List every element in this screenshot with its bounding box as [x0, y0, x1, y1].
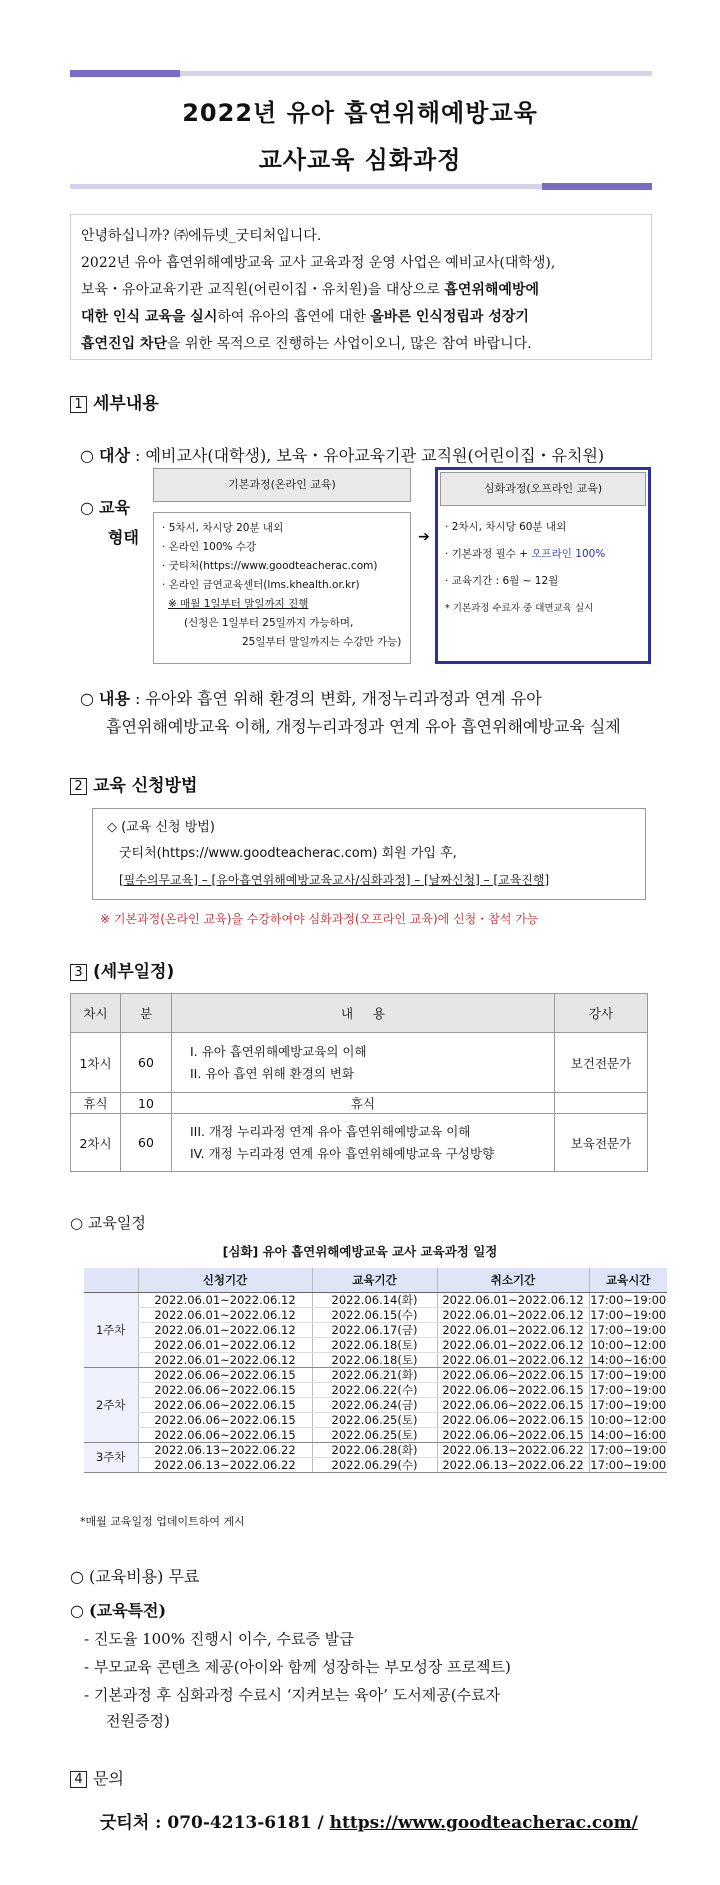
schedule-cell: 2022.06.13~2022.06.22	[138, 1442, 312, 1457]
schedule-cell: 17:00~19:00	[590, 1382, 667, 1397]
schedule-cell: 2022.06.06~2022.06.15	[138, 1427, 312, 1442]
benefit-item: - 부모교육 콘텐츠 제공(아이와 함께 성장하는 부모성장 프로젝트)	[84, 1658, 511, 1676]
cell-content	[172, 1033, 555, 1093]
title-rule-bottom	[70, 184, 542, 189]
schedule-cell: 2022.06.06~2022.06.15	[437, 1367, 589, 1382]
basic-item: · 온라인 100% 수강	[162, 541, 257, 553]
schedule-cell: 2022.06.06~2022.06.15	[437, 1412, 589, 1427]
apply-heading: ◇ (교육 신청 방법)	[107, 820, 215, 835]
table-row	[84, 1352, 667, 1367]
schedule-cell: 10:00~12:00	[590, 1337, 667, 1352]
intro-line	[81, 331, 641, 358]
arrow-right-icon: ➔	[418, 529, 430, 545]
week-cell: 2주차	[84, 1367, 138, 1442]
basic-note: 25일부터 말일까지는 수강만 가능)	[242, 636, 402, 648]
bullet-icon: ○	[70, 1601, 90, 1620]
table-header-row	[84, 1268, 667, 1292]
schedule-cell: 2022.06.01~2022.06.12	[138, 1352, 312, 1367]
intro-emphasis: 올바른 인식정립과 성장기	[370, 309, 529, 325]
table-row	[84, 1412, 667, 1427]
table-row	[84, 1292, 667, 1307]
schedule-cell: 2022.06.01~2022.06.12	[138, 1322, 312, 1337]
page-subtitle: 교사교육 심화과정	[258, 146, 462, 174]
table-row	[84, 1337, 667, 1352]
schedule-cell: 2022.06.01~2022.06.12	[138, 1292, 312, 1307]
table-row	[84, 1382, 667, 1397]
benefit-item: - 진도율 100% 진행시 이수, 수료증 발급	[84, 1630, 354, 1648]
col-header: 교육시간	[589, 1268, 667, 1292]
advanced-course-header: 심화과정(오프라인 교육)	[440, 472, 646, 506]
schedule-cell: 17:00~19:00	[590, 1292, 667, 1307]
schedule-cell: 2022.06.01~2022.06.12	[437, 1322, 589, 1337]
basic-item: · 5차시, 차시당 20분 내외	[162, 522, 284, 534]
schedule-label: ○ 교육일정	[70, 1214, 146, 1232]
col-header: 내 용	[172, 994, 555, 1033]
intro-line	[81, 304, 641, 331]
schedule-cell: 2022.06.01~2022.06.12	[437, 1337, 589, 1352]
content-text-cont: 흡연위해예방교육 이해, 개정누리과정과 연계 유아 흡연위해예방교육 실제	[106, 717, 621, 736]
schedule-cell: 2022.06.06~2022.06.15	[138, 1382, 312, 1397]
bullet-icon: ○	[80, 446, 100, 465]
schedule-cell: 2022.06.15(수)	[312, 1307, 437, 1322]
apply-note: ※ 기본과정(온라인 교육)을 수강하여야 심화과정(오프라인 교육)에 신청・참석 가능	[100, 912, 539, 926]
intro-line: 안녕하십니까? ㈜에듀넷_굿티처입니다.	[81, 228, 322, 244]
intro-emphasis: 흡연진입 차단	[81, 336, 168, 352]
apply-site: 굿티처(https://www.goodteacherac.com) 회원 가입 후,	[119, 846, 457, 861]
intro-text: 보육・유아교육기관 교직원(어린이집・유치원)을 대상으로	[81, 282, 445, 298]
form-label-text: 형태	[108, 528, 139, 547]
cell-instructor: 보육전문가	[555, 1114, 648, 1172]
schedule-cell: 17:00~19:00	[590, 1397, 667, 1412]
section-title: (세부일정)	[93, 962, 175, 982]
cost-line: ○ (교육비용) 무료	[70, 1567, 200, 1586]
intro-line	[81, 277, 641, 304]
content-line: III. 개정 누리과정 연계 유아 흡연위해예방교육 이해	[190, 1123, 471, 1139]
schedule-cell: 17:00~19:00	[590, 1307, 667, 1322]
section-title: 문의	[93, 1769, 124, 1788]
col-header: 강사	[555, 994, 648, 1033]
intro-box	[70, 214, 652, 360]
page-title: 2022년 유아 흡연위해예방교육	[182, 99, 538, 127]
schedule-cell: 2022.06.13~2022.06.22	[437, 1457, 589, 1472]
section-number: 1	[70, 396, 87, 413]
adv-item: · 기본과정 필수 + 오프라인 100%	[445, 548, 606, 560]
schedule-cell: 2022.06.06~2022.06.15	[138, 1412, 312, 1427]
advanced-course-box	[445, 514, 645, 622]
benefit-item: - 기본과정 후 심화과정 수료시 ‘지켜보는 육아’ 도서제공(수료자	[84, 1686, 501, 1704]
basic-course-box	[153, 512, 411, 664]
schedule-cell: 2022.06.17(금)	[312, 1322, 437, 1337]
session-table	[70, 993, 648, 1172]
form-label-2	[108, 525, 139, 548]
section-2-heading	[70, 771, 197, 796]
basic-course-header: 기본과정(온라인 교육)	[153, 468, 411, 502]
section-title: 세부내용	[93, 394, 159, 414]
table-row	[84, 1322, 667, 1337]
cell-content	[172, 1114, 555, 1172]
basic-item: · 굿티처(https://www.goodteacherac.com)	[162, 560, 378, 572]
content-line: IV. 개정 누리과정 연계 유아 흡연위해예방교육 구성방향	[190, 1145, 495, 1161]
section-number: 4	[70, 1771, 87, 1788]
basic-note: ※ 매월 1일부터 말일까지 진행	[168, 598, 309, 610]
schedule-cell: 10:00~12:00	[590, 1412, 667, 1427]
title-rule-top	[180, 71, 652, 76]
section-number: 2	[70, 778, 87, 795]
schedule-cell: 2022.06.06~2022.06.15	[437, 1427, 589, 1442]
schedule-cell: 2022.06.01~2022.06.12	[138, 1337, 312, 1352]
schedule-cell: 17:00~19:00	[590, 1442, 667, 1457]
contact-line	[100, 1808, 638, 1833]
cell-content: 휴식	[172, 1093, 555, 1114]
col-header: 분	[121, 994, 172, 1033]
cell-instructor	[555, 1093, 648, 1114]
adv-note: * 기본과정 수료자 중 대면교육 실시	[445, 603, 594, 614]
schedule-cell: 2022.06.06~2022.06.15	[138, 1367, 312, 1382]
benefit-title: (교육특전)	[89, 1601, 167, 1620]
schedule-cell: 2022.06.21(화)	[312, 1367, 437, 1382]
schedule-cell: 2022.06.25(토)	[312, 1412, 437, 1427]
cell-instructor: 보건전문가	[555, 1033, 648, 1093]
col-header: 신청기간	[138, 1268, 312, 1292]
adv-item: · 2차시, 차시당 60분 내외	[445, 521, 567, 533]
table-row	[84, 1397, 667, 1412]
schedule-cell: 2022.06.01~2022.06.12	[437, 1307, 589, 1322]
intro-text: 하여 유아의 흡연에 대한	[217, 309, 371, 325]
content-line: I. 유아 흡연위해예방교육의 이해	[190, 1043, 367, 1059]
col-header: 차시	[71, 994, 121, 1033]
table-row	[71, 1114, 648, 1172]
content-label: 내용	[99, 689, 130, 708]
section-title: 교육 신청방법	[93, 776, 198, 796]
schedule-cell: 2022.06.14(화)	[312, 1292, 437, 1307]
section-1-heading	[70, 389, 159, 414]
title-accent-bar-bottom	[542, 183, 652, 190]
schedule-cell: 2022.06.29(수)	[312, 1457, 437, 1472]
table-row	[71, 1093, 648, 1114]
schedule-cell: 17:00~19:00	[590, 1322, 667, 1337]
schedule-cell: 14:00~16:00	[590, 1352, 667, 1367]
form-label-1: 교육	[99, 498, 130, 517]
schedule-cell: 2022.06.24(금)	[312, 1397, 437, 1412]
content-line: II. 유아 흡연 위해 환경의 변화	[190, 1065, 355, 1081]
application-box	[92, 808, 646, 900]
table-header-row	[71, 994, 648, 1033]
schedule-cell: 2022.06.06~2022.06.15	[138, 1397, 312, 1412]
target-row	[80, 443, 604, 466]
content-row	[80, 686, 542, 709]
cell-session: 2차시	[71, 1114, 121, 1172]
adv-item: · 교육기간 : 6월 ~ 12월	[445, 575, 559, 587]
basic-note: (신청은 1일부터 25일까지 가능하며,	[184, 617, 354, 629]
section-4-heading	[70, 1766, 124, 1789]
schedule-caption: [심화] 유아 흡연위해예방교육 교사 교육과정 일정	[222, 1244, 498, 1259]
schedule-table	[84, 1268, 667, 1473]
schedule-cell: 2022.06.22(수)	[312, 1382, 437, 1397]
cell-session: 1차시	[71, 1033, 121, 1093]
title-accent-bar	[70, 70, 180, 77]
benefit-heading	[70, 1598, 166, 1621]
section-number: 3	[70, 964, 87, 981]
intro-emphasis: 대한 인식 교육을 실시	[81, 309, 218, 325]
schedule-cell: 2022.06.18(토)	[312, 1352, 437, 1367]
schedule-cell: 2022.06.13~2022.06.22	[138, 1457, 312, 1472]
col-header: 취소기간	[437, 1268, 589, 1292]
col-header: 교육기간	[312, 1268, 437, 1292]
intro-emphasis: 흡연위해예방에	[444, 282, 539, 298]
section-3-heading	[70, 957, 174, 982]
week-cell: 1주차	[84, 1292, 138, 1367]
schedule-cell: 2022.06.01~2022.06.12	[437, 1352, 589, 1367]
schedule-cell: 17:00~19:00	[590, 1367, 667, 1382]
schedule-note: *매월 교육일정 업데이트하여 게시	[80, 1515, 245, 1528]
schedule-cell: 2022.06.25(토)	[312, 1427, 437, 1442]
week-cell: 3주차	[84, 1442, 138, 1472]
form-label	[80, 495, 130, 518]
table-row	[84, 1307, 667, 1322]
apply-steps: [필수의무교육] – [유아흡연위해예방교육교사/심화과정] – [날짜신청] – [교육진행]	[119, 873, 550, 887]
bullet-icon: ○	[80, 498, 100, 517]
table-row	[71, 1033, 648, 1093]
schedule-cell: 2022.06.06~2022.06.15	[437, 1397, 589, 1412]
cell-minutes: 10	[121, 1093, 172, 1114]
bullet-icon: ○	[80, 689, 100, 708]
cell-minutes: 60	[121, 1033, 172, 1093]
schedule-cell: 2022.06.06~2022.06.15	[437, 1382, 589, 1397]
cell-session: 휴식	[71, 1093, 121, 1114]
target-label: 대상	[99, 446, 130, 465]
basic-item: · 온라인 금연교육센터(lms.khealth.or.kr)	[162, 579, 360, 591]
schedule-cell: 2022.06.18(토)	[312, 1337, 437, 1352]
table-row	[84, 1442, 667, 1457]
target-text: : 예비교사(대학생), 보육・유아교육기관 교직원(어린이집・유치원)	[129, 446, 605, 465]
intro-line: 2022년 유아 흡연위해예방교육 교사 교육과정 운영 사업은 예비교사(대학생),	[81, 255, 556, 271]
schedule-cell: 2022.06.28(화)	[312, 1442, 437, 1457]
benefit-item-cont: 전원증정)	[106, 1712, 170, 1730]
cell-minutes: 60	[121, 1114, 172, 1172]
schedule-cell: 14:00~16:00	[590, 1427, 667, 1442]
content-text: : 유아와 흡연 위해 환경의 변화, 개정누리과정과 연계 유아	[129, 689, 542, 708]
website-link[interactable]: https://www.goodteacherac.com/	[329, 1813, 638, 1833]
table-row	[84, 1367, 667, 1382]
col-header	[84, 1268, 138, 1292]
contact-phone: 굿티처 : 070-4213-6181 /	[100, 1813, 330, 1833]
table-row	[84, 1457, 667, 1472]
schedule-cell: 2022.06.13~2022.06.22	[437, 1442, 589, 1457]
table-row	[84, 1427, 667, 1442]
intro-text: 을 위한 목적으로 진행하는 사업이오니, 많은 참여 바랍니다.	[167, 336, 532, 352]
schedule-cell: 2022.06.01~2022.06.12	[138, 1307, 312, 1322]
schedule-cell: 2022.06.01~2022.06.12	[437, 1292, 589, 1307]
schedule-cell: 17:00~19:00	[590, 1457, 667, 1472]
